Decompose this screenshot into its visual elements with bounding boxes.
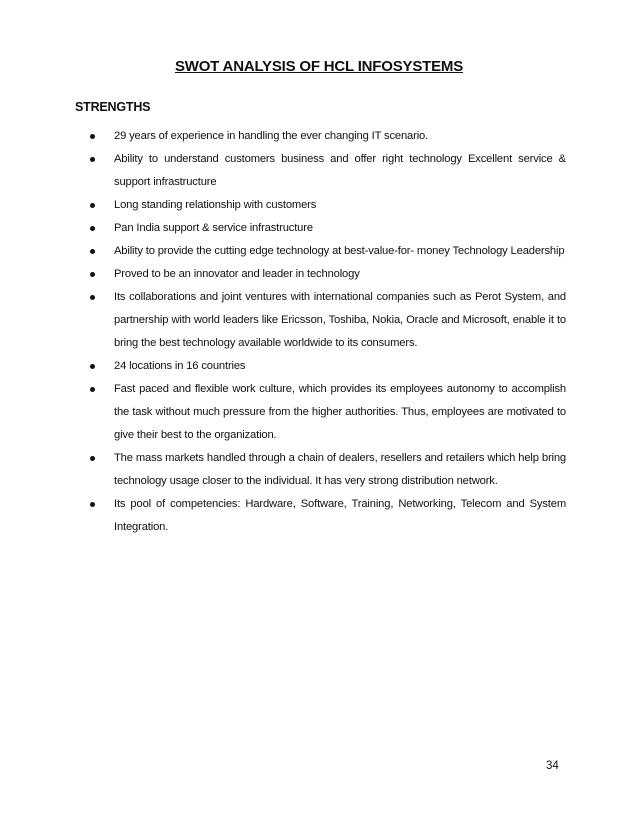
bullet-icon xyxy=(90,364,95,369)
bullet-icon xyxy=(90,203,95,208)
list-item xyxy=(90,217,566,240)
bullet-icon xyxy=(90,226,95,231)
bullet-icon xyxy=(90,157,95,162)
list-item-text: Pan India support & service infrastructure xyxy=(114,222,313,234)
bullet-icon xyxy=(90,249,95,254)
list-item xyxy=(90,148,566,194)
bullet-icon xyxy=(90,456,95,461)
list-item xyxy=(90,240,566,263)
list-item-text: Fast paced and flexible work culture, which provides its employees autonomy to accomplish the task without much pressure from the higher authorities. Thus, employees are motivated to give their best to the organization. xyxy=(114,383,566,441)
section-heading: STRENGTHS xyxy=(75,100,151,114)
page-title: SWOT ANALYSIS OF HCL INFOSYSTEMS xyxy=(174,58,464,75)
list-item-text: 24 locations in 16 countries xyxy=(114,360,246,372)
bullet-icon xyxy=(90,387,95,392)
list-item xyxy=(90,493,566,539)
bullet-icon xyxy=(90,295,95,300)
list-item xyxy=(90,194,566,217)
list-item xyxy=(90,447,566,493)
list-item-text: Its collaborations and joint ventures with international companies such as Perot System, and partnership with world leaders like Ericsson, Toshiba, Nokia, Oracle and Microsoft, enable it to bring the best technology available worldwide to its consumers. xyxy=(114,291,566,349)
bullet-icon xyxy=(90,502,95,507)
list-item xyxy=(90,355,566,378)
page-number: 34 xyxy=(546,760,559,772)
list-item-text: Its pool of competencies: Hardware, Software, Training, Networking, Telecom and System Integration. xyxy=(114,498,566,533)
bullet-icon xyxy=(90,134,95,139)
list-item xyxy=(90,125,566,148)
list-item-text: Long standing relationship with customers xyxy=(114,199,317,211)
list-item xyxy=(90,263,566,286)
bullet-icon xyxy=(90,272,95,277)
list-item-text: 29 years of experience in handling the ever changing IT scenario. xyxy=(114,130,429,142)
list-item xyxy=(90,286,566,355)
list-item-text: Ability to understand customers business and offer right technology Excellent service & support infrastructure xyxy=(114,153,566,188)
list-item-text: Proved to be an innovator and leader in technology xyxy=(114,268,360,280)
list-item-text: The mass markets handled through a chain of dealers, resellers and retailers which help bring technology usage closer to the individual. It has very strong distribution network. xyxy=(114,452,566,487)
list-item-text: Ability to provide the cutting edge technology at best-value-for- money Technology Leadership xyxy=(114,245,565,257)
strengths-list xyxy=(90,125,566,539)
list-item xyxy=(90,378,566,447)
